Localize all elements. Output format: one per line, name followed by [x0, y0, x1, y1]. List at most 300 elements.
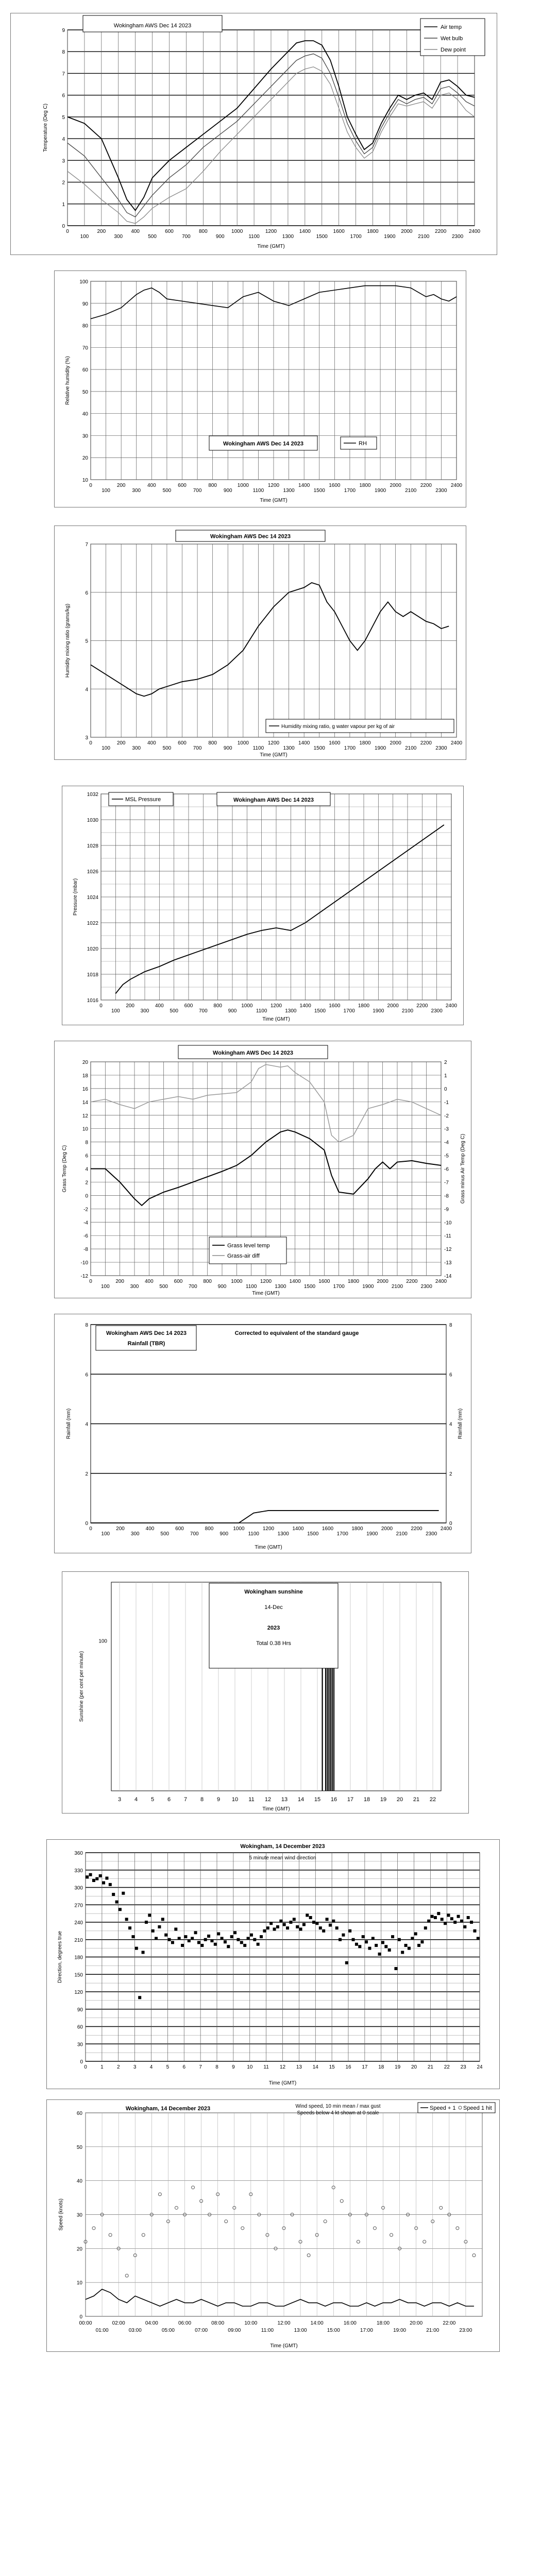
legend-box — [209, 1237, 286, 1264]
x-tick-label: 1200 — [260, 1279, 272, 1284]
x-tick-label: 22:00 — [443, 2320, 456, 2326]
x-tick-label: 500 — [159, 1284, 168, 1290]
x-tick-label: 300 — [130, 1284, 139, 1290]
y-tick-label: 6 — [85, 1372, 88, 1378]
x-axis-label: Time (GMT) — [255, 1545, 282, 1550]
x-axis-label: Time (GMT) — [262, 1806, 290, 1812]
y2-tick-label: -5 — [444, 1153, 449, 1159]
direction-point — [102, 1882, 105, 1885]
x-tick-label: 600 — [175, 1526, 184, 1532]
x-tick-label: 1200 — [262, 1526, 275, 1532]
direction-point — [345, 1961, 348, 1964]
x-tick-label: 800 — [213, 1003, 223, 1009]
y-tick-label: 30 — [77, 2042, 83, 2048]
direction-point — [279, 1920, 282, 1923]
direction-point — [368, 1947, 371, 1950]
direction-point — [286, 1926, 289, 1929]
x-tick-label: 1400 — [292, 1526, 304, 1532]
direction-point — [250, 1934, 253, 1937]
x-tick-label: 200 — [126, 1003, 135, 1009]
x-tick-label: 500 — [160, 1531, 170, 1537]
x-tick-label: 1800 — [359, 483, 371, 488]
direction-point — [145, 1921, 148, 1924]
direction-point — [460, 1920, 463, 1923]
x-tick-label: 500 — [162, 745, 172, 751]
direction-point — [230, 1935, 233, 1938]
direction-point — [299, 1928, 302, 1931]
direction-point — [414, 1933, 417, 1936]
direction-point — [105, 1877, 108, 1880]
y-axis-label: Humidity mixing ratio (grams/kg) — [65, 603, 71, 678]
x-tick-label: 200 — [116, 1526, 125, 1532]
y-tick-label: 80 — [82, 323, 88, 329]
x-tick-label: 1500 — [314, 1008, 326, 1014]
y-tick-label: 1022 — [87, 921, 98, 926]
x-tick-label: 700 — [193, 488, 202, 494]
direction-point — [135, 1947, 138, 1950]
x-tick-label: 21 — [427, 2064, 433, 2070]
direction-point — [420, 1940, 424, 1943]
y2-tick-label: -11 — [444, 1233, 451, 1240]
direction-point — [467, 1916, 470, 1919]
direction-point — [171, 1941, 174, 1944]
y-tick-label: 300 — [74, 1885, 83, 1891]
y-tick-label: 0 — [80, 2059, 83, 2065]
y-tick-label: 30 — [82, 433, 88, 439]
x-axis-label: Time (GMT) — [252, 1291, 280, 1296]
x-tick-label: 2300 — [435, 745, 447, 751]
x-tick-label: 1200 — [270, 1003, 282, 1009]
direction-point — [233, 1931, 236, 1934]
y-tick-label: 8 — [62, 49, 65, 56]
x-tick-label: 15 — [329, 2064, 335, 2070]
x-tick-label: 400 — [155, 1003, 164, 1009]
direction-point — [296, 1925, 299, 1928]
y-tick-label: 1024 — [87, 895, 98, 901]
x-tick-label: 2100 — [401, 1008, 414, 1014]
x-tick-label: 24 — [477, 2064, 483, 2070]
wind-speed-chart-panel — [46, 2099, 500, 2352]
direction-point — [326, 1918, 329, 1921]
x-tick-label: 1600 — [333, 229, 345, 234]
y-tick-label: 8 — [85, 1140, 88, 1146]
x-tick-label: 900 — [217, 1284, 227, 1290]
x-tick-label: 15 — [314, 1797, 321, 1803]
chart-title: Wokingham AWS Dec 14 2023 — [233, 797, 314, 803]
legend-label: RH — [359, 440, 367, 447]
x-tick-label: 1700 — [343, 1008, 355, 1014]
x-axis-label: Time (GMT) — [260, 752, 288, 758]
direction-point — [227, 1945, 230, 1948]
y2-tick-label: -1 — [444, 1099, 449, 1106]
direction-point — [312, 1921, 315, 1924]
mixing-ratio-chart — [55, 526, 467, 760]
direction-point — [86, 1875, 89, 1878]
x-tick-label: 9 — [216, 1797, 221, 1803]
direction-point — [404, 1944, 408, 1947]
y-tick-label: 3 — [62, 158, 65, 164]
chart-title: Wokingham AWS Dec 14 2023 — [113, 23, 192, 29]
y-tick-label: 30 — [76, 2212, 82, 2218]
x-tick-label: 05:00 — [161, 2328, 175, 2333]
y-tick-label: 4 — [85, 1421, 88, 1428]
y-tick-label: 20 — [82, 455, 88, 462]
direction-point — [243, 1944, 246, 1947]
x-tick-label: 700 — [198, 1008, 208, 1014]
x-tick-label: 1200 — [265, 229, 277, 234]
direction-point — [306, 1914, 309, 1917]
direction-point — [394, 1967, 397, 1970]
x-tick-label: 1300 — [283, 745, 295, 751]
x-tick-label: 900 — [228, 1008, 237, 1014]
chart-annotation-2: Speeds below 4 kt shown at 0 scale — [297, 2110, 379, 2116]
x-tick-label: 13 — [296, 2064, 302, 2070]
x-tick-label: 900 — [223, 488, 232, 494]
y-tick-label: 4 — [85, 687, 88, 693]
x-tick-label: 18 — [378, 2064, 384, 2070]
rainfall-chart-panel — [54, 1314, 471, 1553]
x-tick-label: 600 — [178, 740, 187, 746]
x-tick-label: 11 — [263, 2064, 269, 2070]
direction-point — [424, 1926, 427, 1929]
x-tick-label: 100 — [102, 488, 110, 494]
x-tick-label: 3 — [133, 2064, 137, 2070]
x-tick-label: 1400 — [299, 1003, 311, 1009]
direction-point — [197, 1941, 200, 1944]
y2-tick-label: 4 — [449, 1421, 452, 1428]
legend-label: Wet bulb — [441, 36, 463, 42]
x-tick-label: 200 — [115, 1279, 125, 1284]
rainfall-chart — [55, 1314, 472, 1554]
y2-tick-label: 2 — [444, 1060, 447, 1065]
x-tick-label: 0 — [89, 740, 92, 746]
pressure-chart — [62, 786, 464, 1026]
x-tick-label: 0 — [99, 1003, 103, 1009]
direction-point — [315, 1922, 318, 1925]
sunshine-chart — [62, 1572, 469, 1814]
wind-direction-chart — [47, 1840, 500, 2090]
x-tick-label: 12 — [264, 1797, 272, 1803]
humidity-chart-panel — [54, 270, 466, 507]
direction-point — [355, 1943, 358, 1946]
chart-title: Wokingham AWS Dec 14 2023 — [223, 440, 303, 447]
x-tick-label: 2200 — [420, 483, 432, 488]
y-tick-label: 0 — [85, 1521, 88, 1527]
x-tick-label: 2300 — [420, 1284, 432, 1290]
x-tick-label: 1800 — [367, 229, 379, 234]
x-tick-label: 400 — [131, 229, 140, 234]
x-tick-label: 600 — [178, 483, 187, 488]
direction-point — [463, 1925, 466, 1928]
direction-point — [470, 1921, 473, 1924]
y-tick-label: 50 — [76, 2144, 82, 2150]
direction-point — [260, 1935, 263, 1938]
x-tick-label: 500 — [170, 1008, 179, 1014]
direction-point — [441, 1918, 444, 1921]
x-tick-label: 1500 — [316, 234, 328, 240]
y-tick-label: 20 — [82, 1060, 88, 1065]
y2-tick-label: -2 — [444, 1113, 449, 1119]
direction-point — [352, 1938, 355, 1941]
x-tick-label: 700 — [190, 1531, 199, 1537]
x-tick-label: 1100 — [245, 1284, 257, 1290]
direction-point — [115, 1901, 119, 1904]
x-axis-label: Time (GMT) — [268, 2080, 297, 2086]
y2-tick-label: -3 — [444, 1126, 449, 1132]
x-tick-label: 1700 — [344, 745, 356, 751]
x-tick-label: 1600 — [318, 1279, 330, 1284]
y-tick-label: 1030 — [87, 818, 98, 823]
y-axis-label: Pressure (mbar) — [73, 878, 78, 916]
x-tick-label: 1900 — [366, 1531, 378, 1537]
direction-point — [204, 1938, 207, 1941]
x-tick-label: 23 — [460, 2064, 466, 2070]
legend-label: Humidity mixing ratio, g water vapour per kg of air — [281, 724, 395, 730]
x-tick-label: 19:00 — [393, 2328, 407, 2333]
x-tick-label: 1000 — [241, 1003, 253, 1009]
direction-point — [257, 1943, 260, 1946]
direction-point — [224, 1940, 227, 1943]
y-tick-label: -6 — [83, 1233, 88, 1240]
y-tick-label: 330 — [74, 1868, 83, 1874]
x-tick-label: 1900 — [373, 1008, 384, 1014]
direction-point — [417, 1944, 420, 1947]
x-tick-label: 8 — [200, 1797, 204, 1803]
direction-point — [236, 1938, 240, 1941]
x-tick-label: 23:00 — [459, 2328, 472, 2333]
y-tick-label: 360 — [74, 1851, 83, 1856]
direction-point — [188, 1939, 191, 1942]
x-tick-label: 1700 — [333, 1284, 345, 1290]
x-tick-label: 800 — [198, 229, 208, 234]
direction-point — [240, 1941, 243, 1944]
y-tick-label: 100 — [79, 279, 88, 285]
legend-label: MSL Pressure — [125, 796, 161, 803]
direction-point — [444, 1922, 447, 1925]
direction-point — [427, 1920, 430, 1923]
x-tick-label: 13:00 — [294, 2328, 307, 2333]
direction-point — [221, 1937, 224, 1940]
y-tick-label: 1016 — [87, 998, 98, 1004]
direction-point — [269, 1922, 273, 1925]
x-tick-label: 2400 — [468, 229, 481, 234]
y-tick-label: 60 — [77, 2024, 83, 2030]
x-tick-label: 13 — [281, 1797, 288, 1803]
x-tick-label: 900 — [215, 234, 225, 240]
grass-temp-chart-panel — [54, 1041, 471, 1298]
y2-tick-label: 0 — [449, 1521, 452, 1527]
x-tick-label: 2400 — [435, 1279, 447, 1284]
direction-point — [155, 1937, 158, 1940]
y-tick-label: -12 — [80, 1274, 88, 1279]
legend-label: Grass-air diff — [227, 1253, 260, 1259]
x-tick-label: 08:00 — [211, 2320, 225, 2326]
x-tick-label: 0 — [89, 1279, 92, 1284]
direction-point — [253, 1938, 256, 1941]
x-tick-label: 400 — [147, 483, 156, 488]
y2-tick-label: -9 — [444, 1207, 449, 1213]
y-tick-label: 6 — [85, 1153, 88, 1159]
y-tick-label: -8 — [83, 1247, 88, 1253]
y-tick-label: 1020 — [87, 946, 98, 952]
y-tick-label: 70 — [82, 345, 88, 351]
x-tick-label: 18:00 — [376, 2320, 390, 2326]
humidity-chart — [55, 271, 467, 508]
x-tick-label: 01:00 — [95, 2328, 109, 2333]
y-tick-label: 40 — [76, 2178, 82, 2184]
y-tick-label: -4 — [83, 1220, 88, 1226]
direction-point — [332, 1920, 335, 1923]
chart-subtitle: 14-Dec — [264, 1604, 283, 1611]
x-tick-label: 1300 — [275, 1284, 286, 1290]
x-tick-label: 22 — [444, 2064, 450, 2070]
x-tick-label: 2400 — [440, 1526, 452, 1532]
x-tick-label: 600 — [174, 1279, 183, 1284]
direction-point — [247, 1937, 250, 1940]
x-tick-label: 15:00 — [327, 2328, 340, 2333]
x-tick-label: 1000 — [237, 483, 249, 488]
x-tick-label: 1300 — [277, 1531, 289, 1537]
x-tick-label: 2100 — [396, 1531, 408, 1537]
x-tick-label: 100 — [100, 1284, 110, 1290]
y-tick-label: 5 — [85, 638, 88, 645]
direction-point — [174, 1928, 177, 1931]
direction-point — [276, 1925, 279, 1928]
x-tick-label: 1100 — [256, 1008, 267, 1014]
x-tick-label: 1400 — [289, 1279, 301, 1284]
x-tick-label: 1800 — [358, 1003, 370, 1009]
y2-tick-label: 8 — [449, 1323, 452, 1328]
chart-title: Wokingham sunshine — [244, 1589, 303, 1595]
x-tick-label: 03:00 — [128, 2328, 142, 2333]
wind-direction-chart-panel — [46, 1839, 500, 2089]
x-tick-label: 18 — [363, 1797, 370, 1803]
x-tick-label: 7 — [199, 2064, 202, 2070]
x-tick-label: 1800 — [347, 1279, 360, 1284]
x-tick-label: 1200 — [267, 483, 280, 488]
x-tick-label: 5 — [166, 2064, 170, 2070]
x-tick-label: 0 — [84, 2064, 87, 2070]
y-axis-label: Sunshine (per cent per minute) — [79, 1651, 84, 1722]
direction-point — [128, 1926, 131, 1929]
x-tick-label: 0 — [89, 483, 92, 488]
direction-point — [181, 1944, 184, 1947]
x-tick-label: 07:00 — [195, 2328, 208, 2333]
x-tick-label: 4 — [149, 2064, 153, 2070]
direction-point — [207, 1935, 210, 1938]
direction-point — [319, 1926, 322, 1929]
x-tick-label: 300 — [130, 1531, 140, 1537]
x-tick-label: 1700 — [350, 234, 362, 240]
y2-tick-label: -13 — [444, 1260, 452, 1266]
x-tick-label: 700 — [182, 234, 191, 240]
y-tick-label: 150 — [74, 1972, 83, 1978]
x-axis-label: Time (GMT) — [270, 2343, 298, 2349]
y2-tick-label: 6 — [449, 1372, 452, 1378]
direction-point — [89, 1873, 92, 1876]
direction-point — [339, 1938, 342, 1941]
y-tick-label: 7 — [62, 71, 65, 77]
direction-point — [358, 1945, 361, 1948]
chart-annotation: Corrected to equivalent of the standard gauge — [234, 1330, 359, 1336]
direction-point — [214, 1943, 217, 1946]
y-tick-label: 1028 — [87, 843, 98, 849]
mixing-ratio-chart-panel — [54, 526, 466, 760]
x-tick-label: 10:00 — [244, 2320, 258, 2326]
x-tick-label: 500 — [162, 488, 172, 494]
x-tick-label: 300 — [132, 488, 141, 494]
x-tick-label: 1200 — [267, 740, 280, 746]
y-tick-label: 10 — [82, 1126, 88, 1132]
x-tick-label: 1700 — [336, 1531, 348, 1537]
x-tick-label: 14 — [312, 2064, 318, 2070]
x-tick-label: 100 — [102, 745, 110, 751]
direction-point — [112, 1893, 115, 1896]
legend-label: Speed + 1 — [430, 2105, 456, 2111]
direction-point — [178, 1937, 181, 1940]
direction-point — [342, 1934, 345, 1937]
x-tick-label: 1600 — [322, 1526, 334, 1532]
direction-point — [138, 1996, 141, 1999]
x-tick-label: 500 — [148, 234, 157, 240]
y-axis-label: Temperature (Deg C) — [43, 104, 48, 152]
direction-point — [329, 1924, 332, 1927]
y-tick-label: 4 — [85, 1166, 88, 1173]
x-tick-label: 2100 — [418, 234, 430, 240]
x-tick-label: 2200 — [411, 1526, 422, 1532]
x-tick-label: 1600 — [329, 483, 341, 488]
direction-point — [450, 1917, 453, 1920]
direction-point — [431, 1915, 434, 1918]
x-tick-label: 2100 — [391, 1284, 403, 1290]
direction-point — [302, 1923, 306, 1926]
direction-point — [95, 1877, 98, 1880]
direction-point — [401, 1951, 404, 1954]
x-tick-label: 400 — [147, 740, 156, 746]
x-tick-label: 600 — [165, 229, 174, 234]
y-tick-label: 0 — [79, 2314, 82, 2320]
y-tick-label: 180 — [74, 1955, 83, 1961]
y-tick-label: 210 — [74, 1937, 83, 1943]
direction-point — [375, 1944, 378, 1947]
y-tick-label: 240 — [74, 1920, 83, 1926]
y2-tick-label: 2 — [449, 1471, 452, 1477]
y-tick-label: 2 — [62, 180, 65, 186]
x-tick-label: 1600 — [329, 1003, 341, 1009]
x-tick-label: 06:00 — [178, 2320, 192, 2326]
y2-axis-label: Grass minus Air Temp (Deg C) — [460, 1133, 466, 1204]
x-tick-label: 2100 — [405, 745, 417, 751]
x-tick-label: 10 — [247, 2064, 253, 2070]
x-tick-label: 1 — [100, 2064, 104, 2070]
y-tick-label: 6 — [85, 590, 88, 596]
x-tick-label: 10 — [231, 1797, 239, 1803]
x-tick-label: 1300 — [282, 234, 294, 240]
direction-point — [453, 1921, 457, 1924]
x-tick-label: 3 — [117, 1797, 122, 1803]
direction-point — [391, 1935, 394, 1938]
direction-point — [266, 1926, 269, 1929]
direction-point — [99, 1874, 102, 1877]
y-axis-label: Grass Temp (Deg C) — [62, 1145, 67, 1193]
x-tick-label: 1000 — [233, 1526, 245, 1532]
direction-point — [362, 1935, 365, 1938]
chart-title: Wokingham, 14 December 2023 — [240, 1843, 325, 1850]
y-tick-label: 8 — [85, 1323, 88, 1328]
direction-point — [168, 1938, 171, 1941]
x-tick-label: 1800 — [359, 740, 371, 746]
x-tick-label: 1900 — [374, 745, 386, 751]
